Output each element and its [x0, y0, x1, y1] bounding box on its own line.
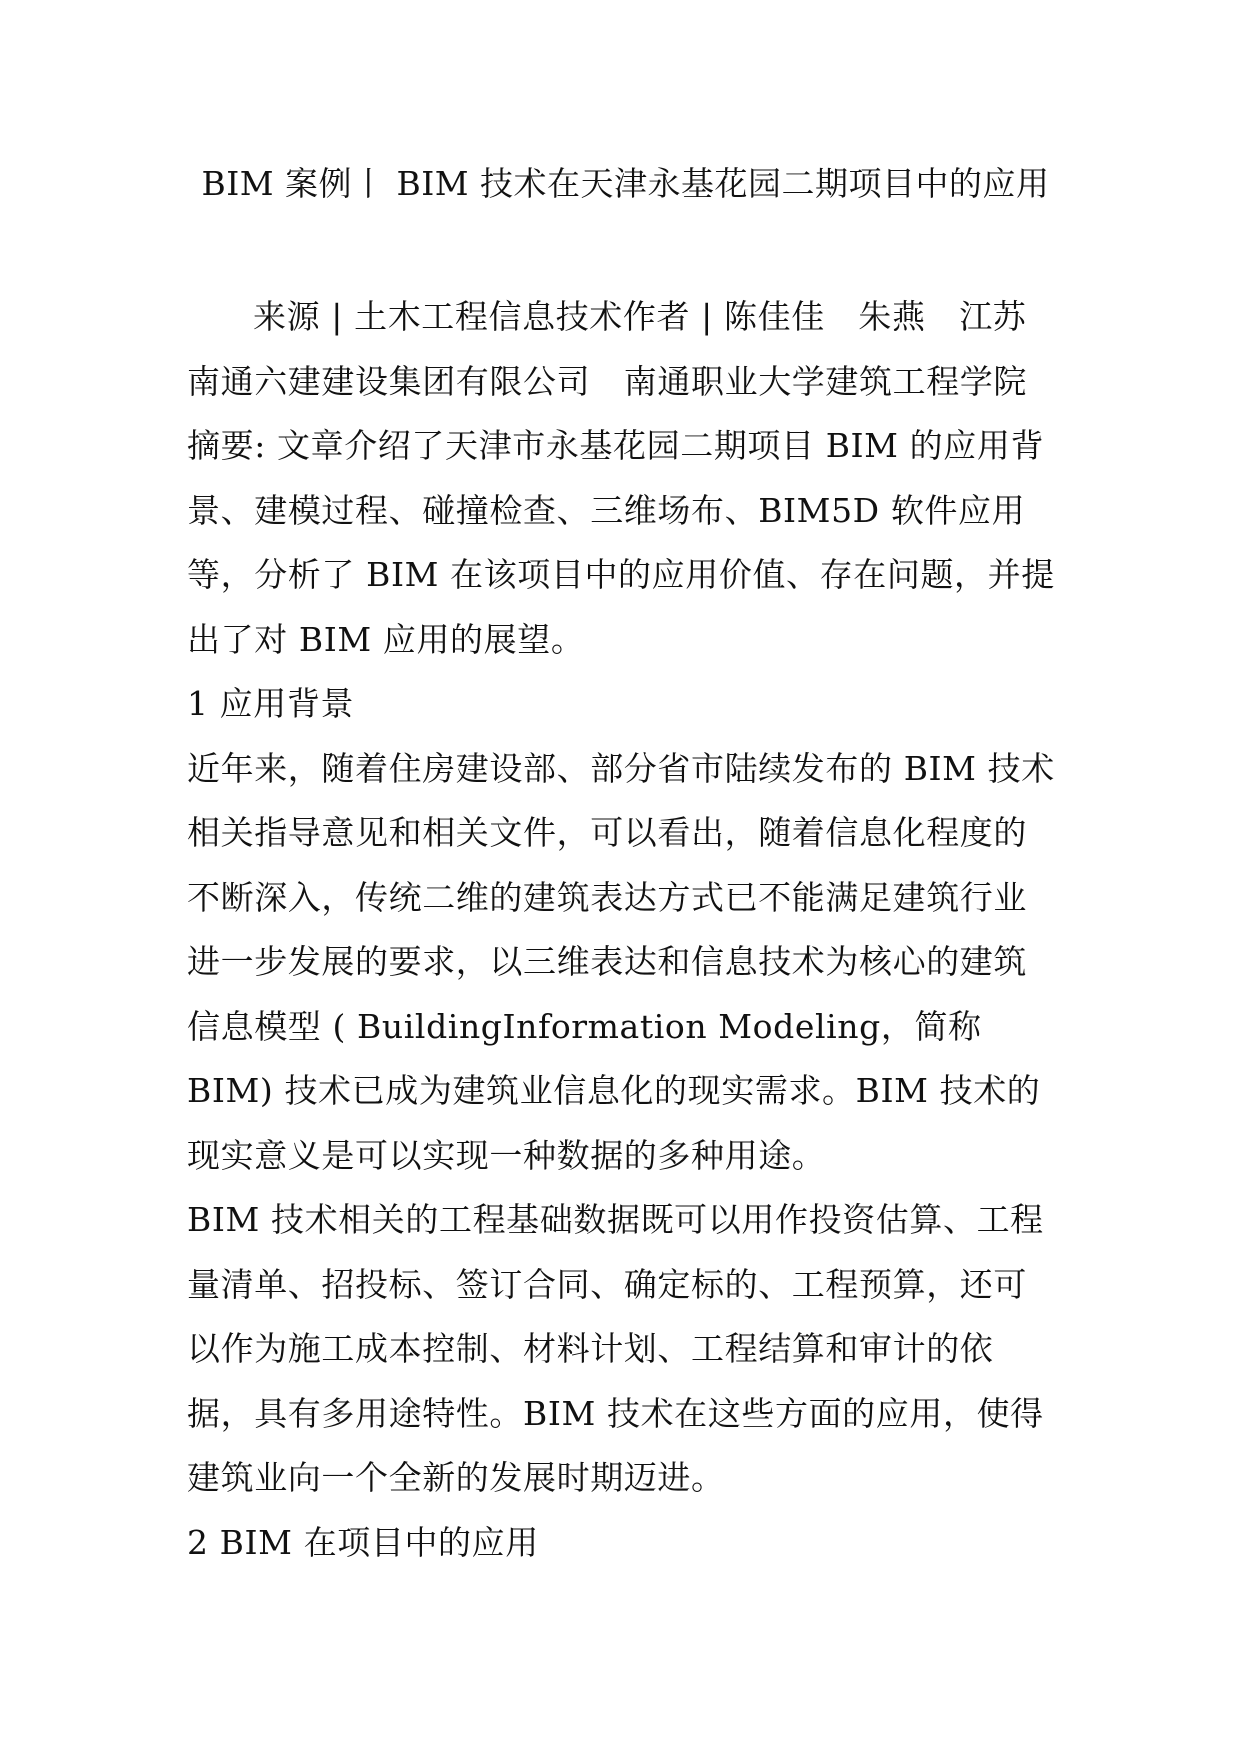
- document-body: [187, 285, 1059, 1575]
- document-title: BIM 案例丨 BIM 技术在天津永基花园二期项目中的应用: [201, 164, 1050, 203]
- section-2-heading: 2 BIM 在项目中的应用: [187, 1522, 539, 1562]
- section-1-paragraph-1: 近年来，随着住房建设部、部分省市陆续发布的 BIM 技术相关指导意见和相关文件，可以看出，随着信息化程度的不断深入，传统二维的建筑表达方式已不能满足建筑行业进一步发展的要求，以三维表达和信息技术为核心的建筑信息模型 ( BuildingInformation Modeling，简称 BIM) 技术已成为建筑业信息化的现实需求。BIM 技术的现实意义是可以实现一种数据的多种用途。: [187, 748, 1055, 1175]
- section-1-heading: 1 应用背景: [187, 684, 355, 723]
- section-1-paragraph-2: BIM 技术相关的工程基础数据既可以用作投资估算、工程量清单、招投标、签订合同、确定标的、工程预算，还可以作为施工成本控制、材料计划、工程结算和审计的依据，具有多用途特性。BIM 技术在这些方面的应用，使得建筑业向一个全新的发展时期迈进。: [187, 1200, 1044, 1497]
- abstract-paragraph: 摘要: 文章介绍了天津市永基花园二期项目 BIM 的应用背景、建模过程、碰撞检查、三维场布、BIM5D 软件应用等，分析了 BIM 在该项目中的应用价值、存在问题，并提出了对 BIM 应用的展望。: [187, 426, 1055, 659]
- source-line: 来源 | 土木工程信息技术作者 | 陈佳佳 朱燕 江苏南通六建建设集团有限公司 南通职业大学建筑工程学院: [187, 297, 1027, 401]
